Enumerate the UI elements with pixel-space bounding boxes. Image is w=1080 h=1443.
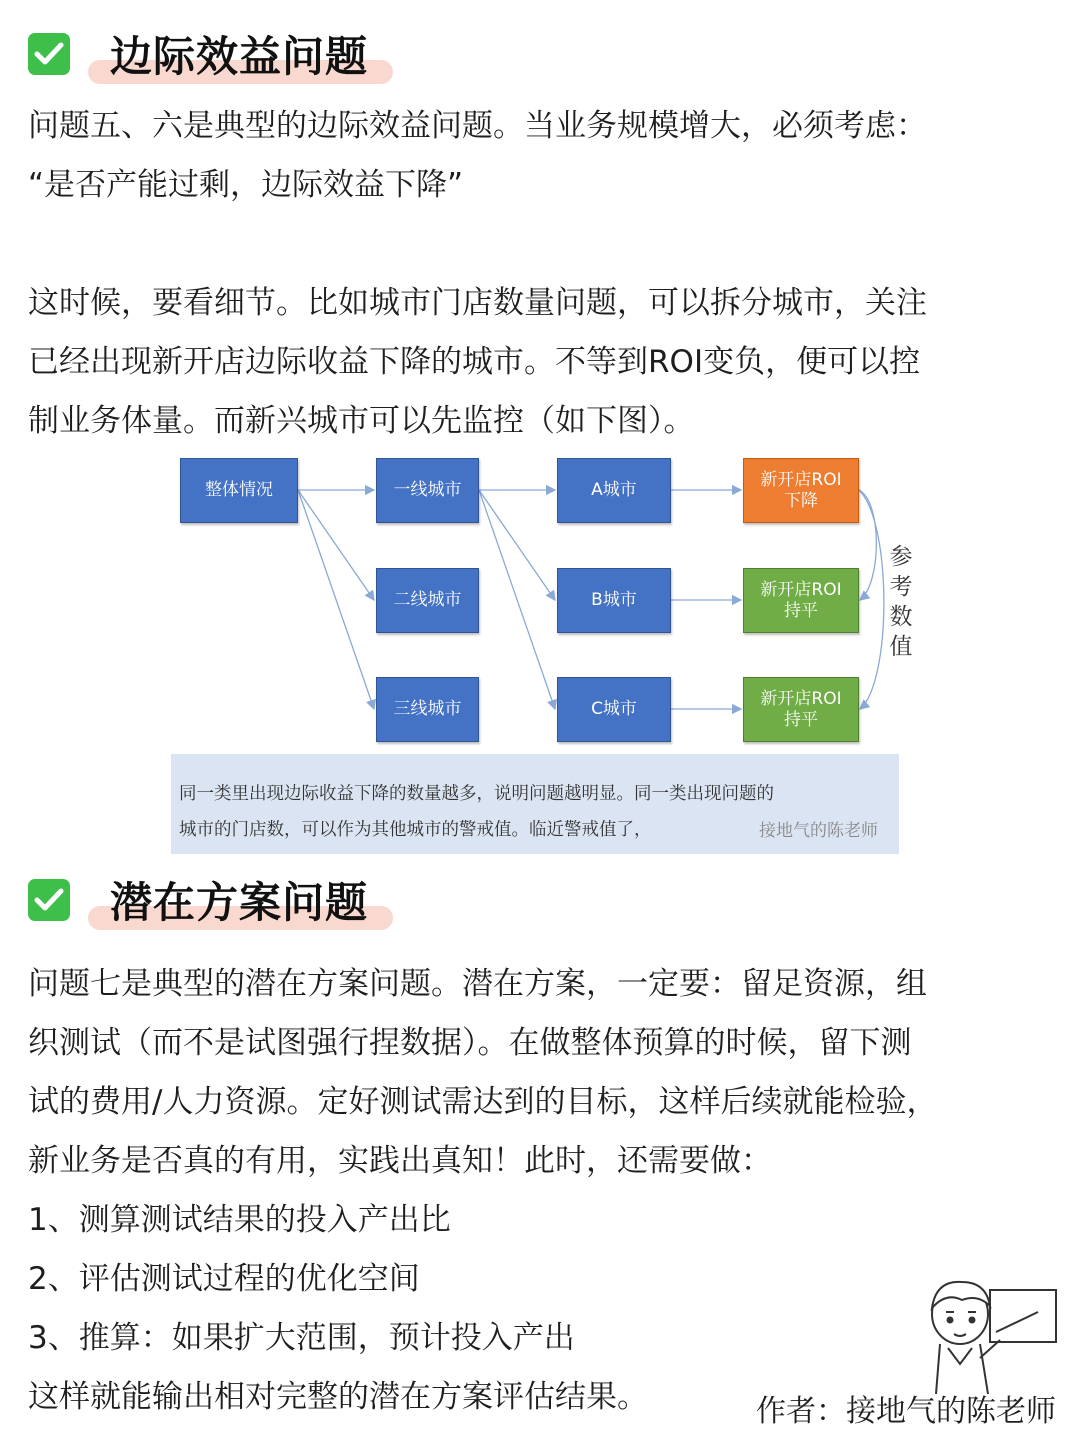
section-title: 潜在方案问题 xyxy=(110,878,369,927)
text-line: 问题七是典型的潜在方案问题。潜在方案，一定要：留足资源，组 xyxy=(28,966,927,1002)
label-char: 参 xyxy=(889,544,913,570)
text-line: 这时候，要看细节。比如城市门店数量问题，可以拆分城市，关注 xyxy=(28,285,927,321)
node-roi-c-line1: 新开店ROI xyxy=(760,688,842,709)
text-line: 新业务是否真的有用，实践出真知！此时，还需要做： xyxy=(28,1143,772,1179)
connector xyxy=(298,490,374,709)
caption-line: 城市的门店数，可以作为其他城市的警戒值。临近警戒值了， xyxy=(179,820,652,840)
text-line: “是否产能过剩，边际效益下降” xyxy=(28,167,464,203)
watermark: 接地气的陈老师 xyxy=(759,821,878,841)
node-tier1-city: 一线城市 xyxy=(376,458,479,523)
connector xyxy=(859,490,884,709)
connector xyxy=(298,490,374,600)
list-item: 1、测算测试结果的投入产出比 xyxy=(28,1202,451,1238)
section-title: 边际效益问题 xyxy=(110,32,369,81)
city-roi-diagram xyxy=(170,452,930,862)
text-line: 试的费用/人力资源。定好测试需达到的目标，这样后续就能检验， xyxy=(28,1084,938,1120)
connector xyxy=(859,490,876,600)
node-tier2-city: 二线城市 xyxy=(376,568,479,633)
node-city-c: C城市 xyxy=(557,677,671,742)
node-roi-a-line2: 下降 xyxy=(784,490,818,511)
section-heading-potential-plan xyxy=(28,870,448,934)
label-char: 值 xyxy=(889,634,913,660)
paragraph-intro xyxy=(28,97,1053,215)
text-line: 这样就能输出相对完整的潜在方案评估结果。 xyxy=(28,1379,648,1415)
node-city-a: A城市 xyxy=(557,458,671,523)
node-roi-a xyxy=(743,458,859,523)
text-line: 织测试（而不是试图强行捏数据）。在做整体预算的时候，留下测 xyxy=(28,1025,912,1061)
whiteboard-icon xyxy=(990,1290,1056,1342)
paragraph-potential-plan xyxy=(28,955,1053,1427)
diagram-caption xyxy=(171,754,899,854)
text-line: 制业务体量。而新兴城市可以先监控（如下图）。 xyxy=(28,403,695,439)
node-roi-b-line2: 持平 xyxy=(784,600,818,621)
paragraph-details xyxy=(28,274,1053,451)
node-roi-c xyxy=(743,677,859,742)
checkmark-icon xyxy=(28,33,70,75)
node-roi-c-line2: 持平 xyxy=(784,709,818,730)
caption-line: 同一类里出现边际收益下降的数量越多，说明问题越明显。同一类出现问题的 xyxy=(179,784,774,804)
node-tier3-city: 三线城市 xyxy=(376,677,479,742)
list-item: 2、评估测试过程的优化空间 xyxy=(28,1261,420,1297)
node-overall: 整体情况 xyxy=(180,458,298,523)
connector xyxy=(479,490,555,600)
node-city-b: B城市 xyxy=(557,568,671,633)
text-line: 已经出现新开店边际收益下降的城市。不等到ROI变负，便可以控 xyxy=(28,344,921,380)
node-roi-a-line1: 新开店ROI xyxy=(760,469,842,490)
teacher-illustration xyxy=(918,1272,1068,1397)
label-char: 数 xyxy=(889,604,913,630)
reference-value-label xyxy=(886,542,916,662)
node-roi-b-line1: 新开店ROI xyxy=(760,579,842,600)
list-item: 3、推算：如果扩大范围，预计投入产出 xyxy=(28,1320,575,1356)
section-heading-marginal-benefit xyxy=(28,24,448,88)
author-credit: 作者：接地气的陈老师 xyxy=(756,1394,1056,1429)
text-line: 问题五、六是典型的边际效益问题。当业务规模增大，必须考虑： xyxy=(28,108,927,144)
label-char: 考 xyxy=(889,574,913,600)
checkmark-icon xyxy=(28,879,70,921)
connector xyxy=(479,490,555,709)
node-roi-b xyxy=(743,568,859,633)
